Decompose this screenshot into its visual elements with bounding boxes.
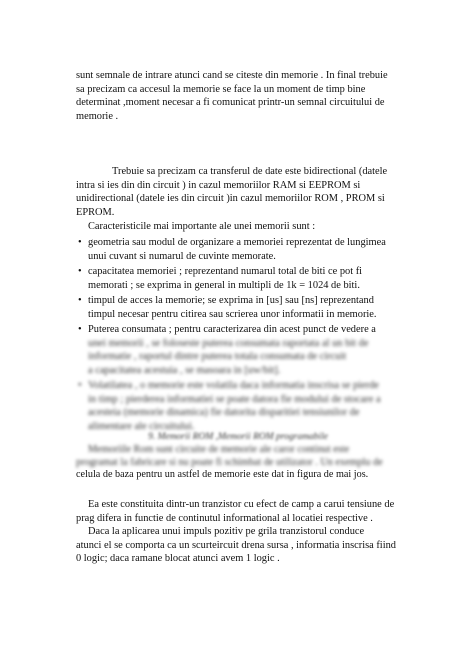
text-line: Memoriile Rom sunt circuite de memorie ale caror continut este [88, 444, 350, 455]
text-line: • capacitatea memoriei ; reprezentand numarul total de biti ce pot fi [88, 266, 363, 277]
text-line: prag difera in functie de continutul informational al locatiei respective . [76, 512, 373, 524]
text-line: determinat ,moment necesar a fi comunicat printr-un semnal circuitului de [76, 97, 385, 108]
text-line: • geometria sau modul de organizare a memoriei reprezentat de lungimea [88, 237, 386, 248]
list-item [76, 265, 412, 292]
text-line: memorati ; se exprima in general in multipli de 1k = 1024 de biti. [88, 279, 360, 291]
text-line: informatie , raportul dintre puterea totala consumata de circuit [88, 351, 347, 362]
text-line: memorie . [76, 110, 119, 122]
text-line: • timpul de acces la memorie; se exprima in [us] sau [ns] reprezentand [88, 295, 374, 306]
text-line: a capacitatea acestuia , se masoara in [uw/bit]. [88, 364, 281, 376]
text-line: Daca la aplicarea unui impuls pozitiv pe grila tranzistorul conduce [88, 526, 365, 537]
text-line: sa precizam ca accesul la memorie se face la un moment de timp bine [76, 83, 366, 95]
text-line: programat la fabricare si nu poate fi schimbat de utilizator . Un exemplu de [76, 456, 383, 468]
text-line: intra si ies din din circuit ) in cazul memoriilor RAM si EEPROM si [76, 179, 361, 191]
text-line: acesteia (memorie dinamica) fie datorita disparitiei tensiunilor de [88, 407, 360, 418]
paragraph-intro [76, 69, 412, 123]
paragraph-transfer [76, 165, 412, 219]
text-line: in timp ; pierderea informatiei se poate datora fie modului de stocare a [88, 393, 381, 405]
text-line: sunt semnale de intrare atunci cand se citeste din memorie . In final trebuie [76, 70, 388, 81]
text-line: • Volatilatea , o memorie este volatila daca informatia inscrisa se pierde [88, 380, 379, 391]
list-item [76, 379, 412, 433]
text-line: alimentare ale circuitului. [88, 420, 195, 432]
text-line: celula de baza pentru un astfel de memorie este dat in figura de mai jos. [76, 469, 369, 480]
text-line: 0 logic; daca ramane blocat atunci avem 1 logic . [76, 553, 280, 564]
list-item [76, 323, 412, 377]
section-heading: 9. Memorii ROM ,Memorii ROM programabile [148, 432, 328, 442]
list-item [76, 236, 412, 263]
text-line: • Puterea consumata ; pentru caracterizarea din acest punct de vedere a [88, 324, 376, 335]
text-line: Ea este constituita dintr-un tranzistor cu efect de camp a carui tensiune de [88, 499, 395, 510]
text-line: EPROM. [76, 206, 115, 218]
paragraph-transistor [76, 498, 412, 566]
text-line: Trebuie sa precizam ca transferul de date este bidirectional (datele [112, 166, 388, 177]
characteristics-intro: Caracteristicile mai importante ale unei memorii sunt : [88, 221, 316, 232]
text-line: unidirectional (datele ies din circuit )in cazul memoriilor ROM , PROM si [76, 193, 385, 204]
list-item [76, 294, 412, 321]
text-line: timpul necesar pentru citirea sau scrierea unor informatii in memorie. [88, 308, 377, 320]
text-line: unui cuvant si numarul de cuvinte memorate. [88, 250, 276, 262]
text-line: unei memorii , se foloseste puterea consumata raportata al un bit de [88, 337, 369, 349]
text-line: atunci el se comporta ca un scurteircuit drena sursa , informatia inscrisa fiind [76, 539, 396, 551]
paragraph-rom [76, 444, 412, 482]
characteristics-list [76, 236, 412, 435]
